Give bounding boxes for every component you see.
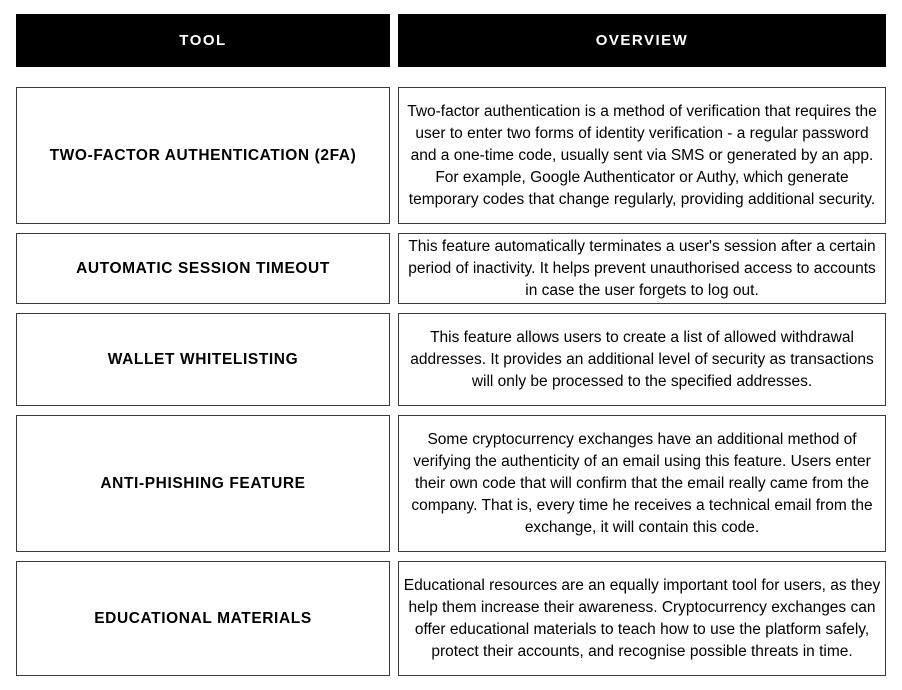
- overview-cell-session-timeout: This feature automatically terminates a user's session after a certain period of inactivity. It helps prevent unauthorised access to accounts in case the user forgets to log out.: [398, 233, 886, 304]
- overview-cell-educational-materials: Educational resources are an equally important tool for users, as they help them increase their awareness. Cryptocurrency exchanges can offer educational materials to teach how to use the platform safely, protect their accounts, and recognise possible threats in time.: [398, 561, 886, 676]
- tool-cell-wallet-whitelisting: WALLET WHITELISTING: [16, 313, 390, 406]
- tool-cell-2fa: TWO-FACTOR AUTHENTICATION (2FA): [16, 87, 390, 224]
- overview-cell-2fa: Two-factor authentication is a method of verification that requires the user to enter two forms of identity verification - a regular password and a one-time code, usually sent via SMS or generated by an app. For example, Google Authenticator or Authy, which generate temporary codes that change regularly, providing additional security.: [398, 87, 886, 224]
- header-tool: TOOL: [16, 14, 390, 67]
- header-overview: OVERVIEW: [398, 14, 886, 67]
- tool-cell-educational-materials: EDUCATIONAL MATERIALS: [16, 561, 390, 676]
- overview-cell-wallet-whitelisting: This feature allows users to create a list of allowed withdrawal addresses. It provides an additional level of security as transactions will only be processed to the specified addresses.: [398, 313, 886, 406]
- tool-cell-session-timeout: AUTOMATIC SESSION TIMEOUT: [16, 233, 390, 304]
- overview-cell-anti-phishing: Some cryptocurrency exchanges have an additional method of verifying the authenticity of an email using this feature. Users enter their own code that will confirm that the email really came from the company. That is, every time he receives a technical email from the exchange, it will contain this code.: [398, 415, 886, 552]
- tool-cell-anti-phishing: ANTI-PHISHING FEATURE: [16, 415, 390, 552]
